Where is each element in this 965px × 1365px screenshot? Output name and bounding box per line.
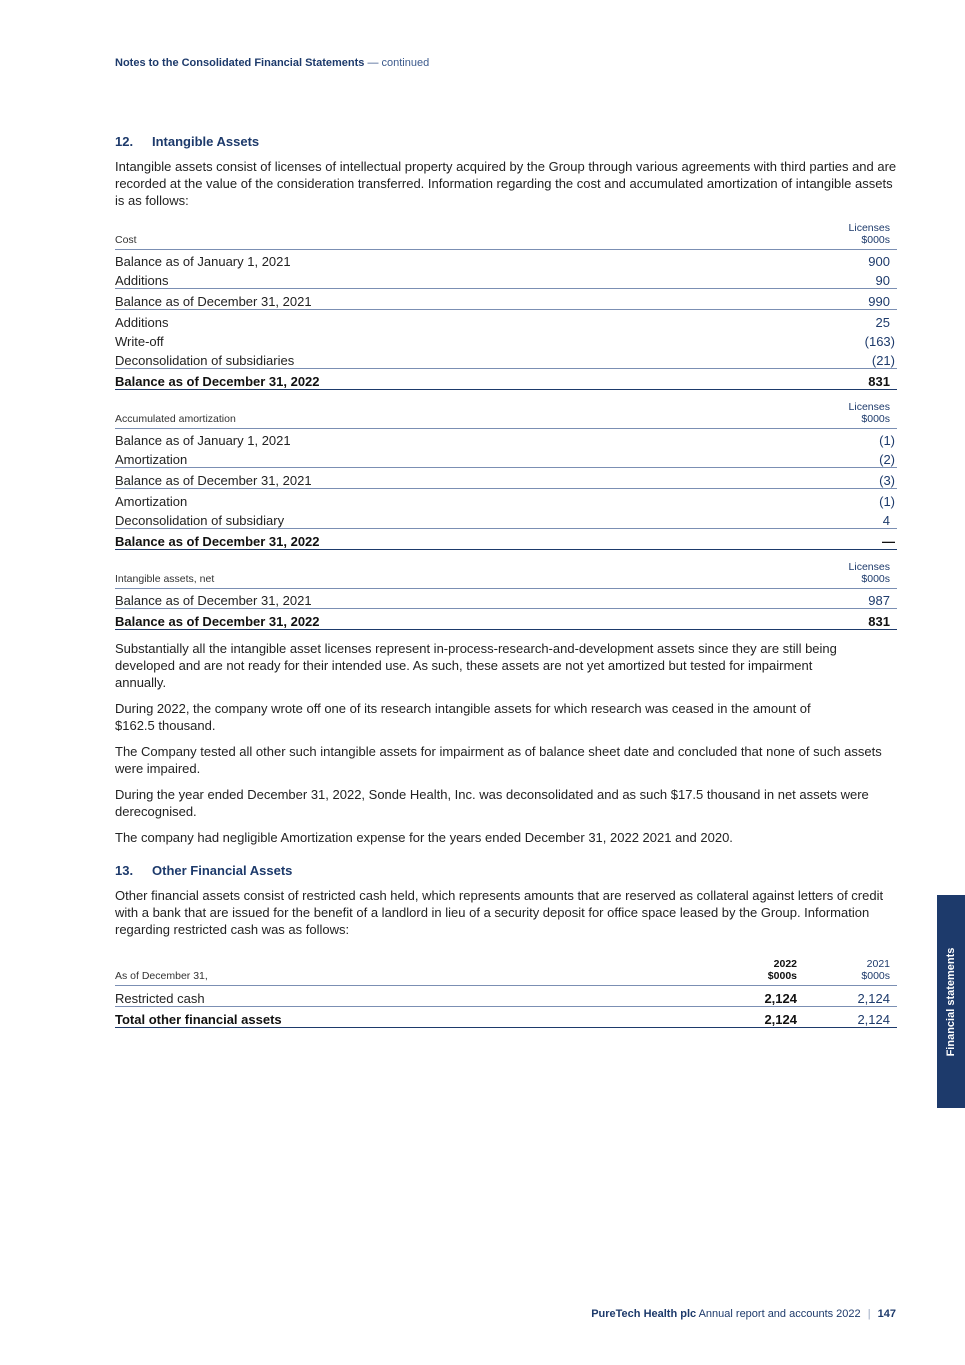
paragraph: The Company tested all other such intangible assets for impairment as of balance sheet date and concluded that none of such assets were impaired. xyxy=(115,744,882,776)
table-row xyxy=(115,429,897,449)
table-header-row xyxy=(115,222,897,250)
col-header-line1: 2022 xyxy=(773,958,797,970)
table-row xyxy=(115,330,897,349)
row-label: Deconsolidation of subsidiaries xyxy=(115,349,747,369)
row-value: (2) xyxy=(747,448,897,468)
row-label: Amortization xyxy=(115,494,188,509)
col-header-line1: 2021 xyxy=(866,958,890,970)
section-13-heading: Other Financial Assets xyxy=(152,863,293,878)
col-header-line2: $000s xyxy=(861,413,890,425)
row-value: 900 xyxy=(868,254,890,269)
page-footer xyxy=(591,1308,896,1320)
value-2021: 2,124 xyxy=(797,986,897,1007)
col-header-line1: Licenses xyxy=(848,561,890,573)
page-number: 147 xyxy=(877,1308,896,1320)
row-label: Balance as of December 31, 2021 xyxy=(115,589,747,609)
table-row xyxy=(115,310,897,331)
section-13-number: 13. xyxy=(115,863,134,878)
paragraph: During the year ended December 31, 2022, Sonde Health, Inc. was deconsolidated and as such $17.5 thousand in net assets were derecognised. xyxy=(115,787,869,819)
table-row xyxy=(115,448,897,468)
row-value: 25 xyxy=(875,315,890,330)
as-of-label: As of December 31, xyxy=(115,958,705,986)
row-label: Balance as of January 1, 2021 xyxy=(115,433,291,448)
paragraph: Substantially all the intangible asset licenses represent in-process-research-and-development assets since they are still being developed and are not ready for their intended use. As such, these assets are not yet amortized but tested for impairment annually. xyxy=(115,641,837,690)
row-label: Balance as of January 1, 2021 xyxy=(115,254,291,269)
table-total-row xyxy=(115,1007,897,1028)
row-value: 831 xyxy=(747,369,897,390)
section-13-intro: Other financial assets consist of restricted cash held, which represents amounts that are reserved as collateral against letters of credit with a bank that are issued for the benefit of a landlord in lieu of a security deposit for office space leased by the Group. Information regarding restricted cash was as follows: xyxy=(115,888,884,937)
table-row xyxy=(115,250,897,270)
other-financial-assets-table xyxy=(115,958,897,1028)
row-value: 990 xyxy=(747,289,897,310)
table-row xyxy=(115,289,897,310)
section-12-number: 12. xyxy=(115,134,134,149)
col-header-line2: $000s xyxy=(861,970,890,982)
cost-column-header xyxy=(747,222,897,250)
table-row xyxy=(115,489,897,510)
paragraph: The company had negligible Amortization expense for the years ended December 31, 2022 2021 and 2020. xyxy=(115,830,733,845)
row-label: Additions xyxy=(115,269,747,289)
row-label: Additions xyxy=(115,315,169,330)
value-2022: 2,124 xyxy=(705,986,797,1007)
table-row xyxy=(115,349,897,369)
row-label: Balance as of December 31, 2022 xyxy=(115,369,747,390)
net-assets-table xyxy=(115,561,897,630)
side-tab-label: Financial statements xyxy=(945,947,957,1056)
table-header-row xyxy=(115,401,897,429)
row-value: (1) xyxy=(879,494,895,509)
footer-report: Annual report and accounts 2022 xyxy=(698,1308,861,1320)
value-2021: 2,124 xyxy=(797,1007,897,1028)
row-label: Balance as of December 31, 2021 xyxy=(115,289,747,310)
cost-label: Cost xyxy=(115,222,747,250)
column-2021-header xyxy=(797,958,897,986)
column-2022-header xyxy=(705,958,797,986)
net-label: Intangible assets, net xyxy=(115,561,747,589)
table-total-row xyxy=(115,529,897,550)
row-value: 90 xyxy=(747,269,897,289)
header-title: Notes to the Consolidated Financial Statements xyxy=(115,57,365,69)
table-total-row xyxy=(115,369,897,390)
row-value: 831 xyxy=(747,609,897,630)
table-row xyxy=(115,589,897,609)
row-value: 4 xyxy=(747,509,897,529)
table-row xyxy=(115,986,897,1007)
table-row xyxy=(115,269,897,289)
row-label: Amortization xyxy=(115,448,747,468)
footer-divider: | xyxy=(867,1308,871,1320)
row-value: (1) xyxy=(879,433,895,448)
table-total-row xyxy=(115,609,897,630)
row-value: (163) xyxy=(864,334,895,349)
row-label: Balance as of December 31, 2021 xyxy=(115,468,747,489)
section-13-title xyxy=(115,863,897,878)
value-2022: 2,124 xyxy=(705,1007,797,1028)
col-header-line2: $000s xyxy=(861,573,890,585)
table-header-row xyxy=(115,958,897,986)
table-row xyxy=(115,468,897,489)
section-12-title xyxy=(115,134,897,149)
amortization-column-header xyxy=(747,401,897,429)
cost-table xyxy=(115,222,897,390)
header-continued: — continued xyxy=(367,57,430,69)
section-12-heading: Intangible Assets xyxy=(152,134,260,149)
footer-company: PureTech Health plc xyxy=(591,1308,697,1320)
row-label: Balance as of December 31, 2022 xyxy=(115,529,747,550)
row-label: Deconsolidation of subsidiary xyxy=(115,509,747,529)
col-header-line2: $000s xyxy=(767,970,797,982)
col-header-line2: $000s xyxy=(861,234,890,246)
section-side-tab[interactable] xyxy=(937,895,965,1108)
col-header-line1: Licenses xyxy=(848,222,890,234)
row-label: Total other financial assets xyxy=(115,1007,705,1028)
net-column-header xyxy=(747,561,897,589)
row-value: — xyxy=(747,529,897,550)
row-label: Restricted cash xyxy=(115,986,705,1007)
row-label: Write-off xyxy=(115,334,164,349)
section-12-intro: Intangible assets consist of licenses of intellectual property acquired by the Group through various agreements with third parties and are recorded at the value of the consideration transferred. Information regarding the cost and accumulated amortization of intangible assets is as follows: xyxy=(115,159,897,208)
row-value: (21) xyxy=(747,349,897,369)
page-header xyxy=(115,57,429,69)
row-value: 987 xyxy=(747,589,897,609)
table-row xyxy=(115,509,897,529)
row-label: Balance as of December 31, 2022 xyxy=(115,609,747,630)
row-value: (3) xyxy=(747,468,897,489)
main-content xyxy=(115,134,897,1028)
amortization-label: Accumulated amortization xyxy=(115,401,747,429)
col-header-line1: Licenses xyxy=(848,401,890,413)
amortization-table xyxy=(115,401,897,550)
table-header-row xyxy=(115,561,897,589)
paragraph: During 2022, the company wrote off one of its research intangible assets for which research was ceased in the amount of $162.5 thousand. xyxy=(115,701,811,733)
